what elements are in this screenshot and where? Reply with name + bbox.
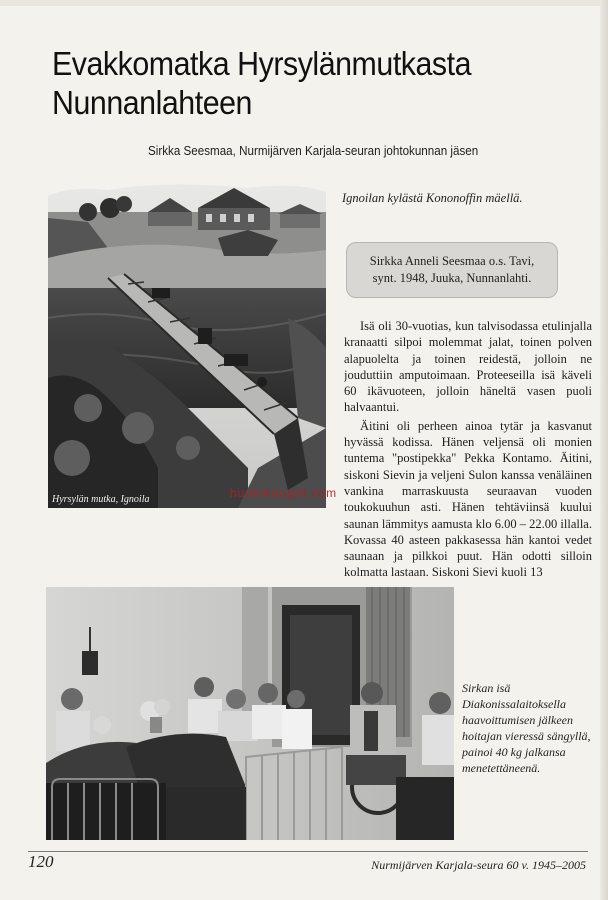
title-line-1: Evakkomatka Hyrsylänmutkasta — [52, 45, 472, 82]
body-paragraph: Isä oli 30-vuotias, kun talvisodassa etulinjalla kranaatti silpoi molemmat jalat, toinen polven alapuolelta ja toinen reidestä, jolloin ne jouduttiin amputoimaan. Proteeseilla isä käveli 60 ikävuoteen, jolloin häneltä vasen puoli halvaantui. — [344, 319, 592, 415]
author-info-box — [346, 242, 558, 298]
seller-watermark: huutokaupat.com — [230, 486, 338, 500]
running-footer-title: Nurmijärven Karjala-seura 60 v. 1945–2005 — [371, 858, 586, 872]
photo2-caption: Sirkan isä Diakonissalaitoksella haavoittumisen jälkeen hoitajan vieressä sängyllä, painoi 40 kg jalkansa menetettäneenä. — [462, 681, 591, 775]
article-byline: Sirkka Seesmaa, Nurmijärven Karjala-seuran johtokunnan jäsen — [148, 144, 479, 158]
photo1-caption: Ignoilan kylästä Kononoffin mäellä. — [342, 191, 523, 205]
title-line-2: Nunnanlahteen — [52, 84, 252, 121]
photo-inset-caption: Hyrsylän mutka, Ignoila — [52, 494, 150, 505]
hospital-photo — [46, 587, 454, 840]
author-info-line-1: Sirkka Anneli Seesmaa o.s. Tavi, — [369, 254, 535, 268]
footer-divider — [28, 851, 588, 852]
author-info-line-2: synt. 1948, Juuka, Nunnanlahti. — [372, 271, 532, 285]
bridge-photo — [48, 178, 326, 508]
page-number: 120 — [28, 852, 54, 871]
page-edge — [0, 0, 608, 6]
article-title — [52, 44, 530, 122]
article-body — [344, 318, 592, 580]
body-paragraph: Äitini oli perheen ainoa tytär ja kasvanut hyvässä kodissa. Hänen veljensä oli monien tuntema "postipekka" Pekka Kontamo. Äitini, siskoni Sievin ja veljeni Sulon kanssa venäläinen vankina marraskuusta seuraavan vuoden toukokuuhun asti. Hänen tehtäviinsä kuului saunan lämmitys aamusta klo 6.00 – 22.00 illalla. Kovassa 40 asteen pakkasessa hän kantoi vedet saunaan ja pilkkoi puut. Hän odotti silloin kolmatta lastaan. Siskoni Sievi kuoli 13 — [344, 418, 592, 580]
page-edge-right — [600, 0, 608, 900]
